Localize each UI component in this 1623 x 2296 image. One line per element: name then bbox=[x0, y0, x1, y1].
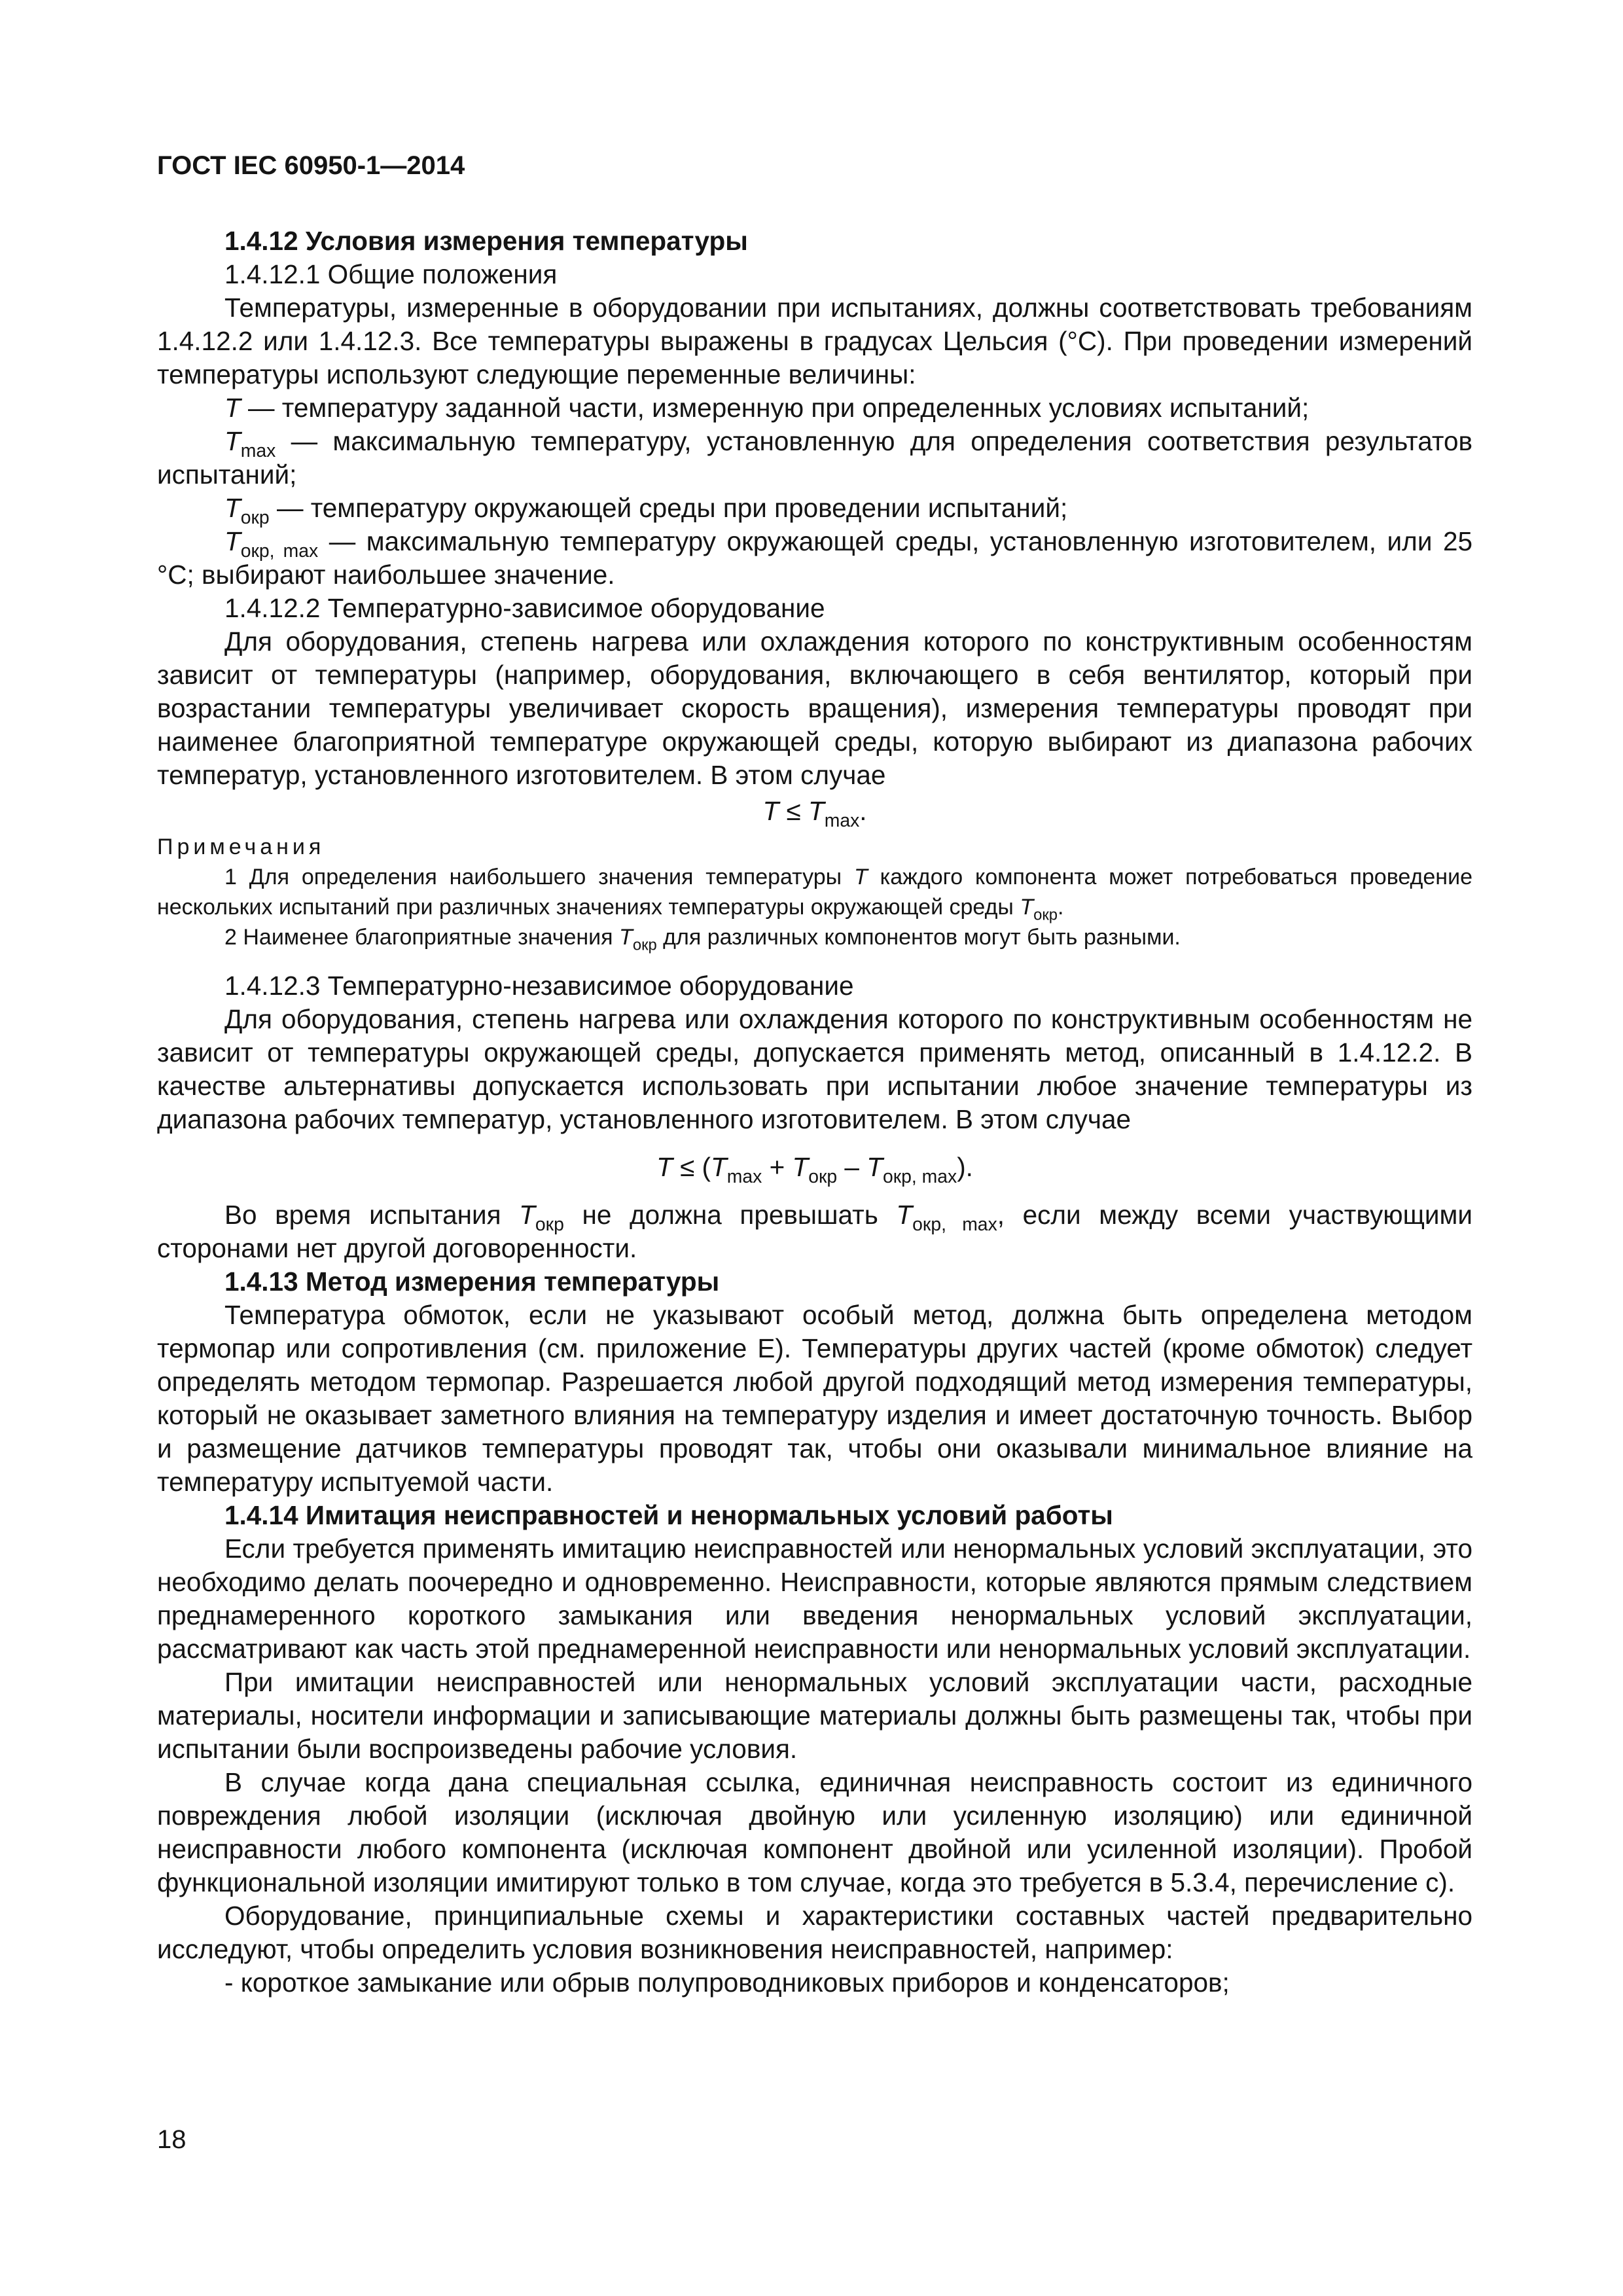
paragraph-fault-simulation-3: В случае когда дана специальная ссылка, единичная неисправность состоит из единичного повреждения любой изоляции (исключая двойную или усиленную изоляцию) или единичной неисправности любого компонента (исключая компонент двойной или усиленной изоляции). Пробой функциональной изоляции имитируют только в том случае, когда это требуется в 5.3.4, перечисление c). bbox=[157, 1767, 1472, 1897]
formula-1: $T \le T_{max}$. bbox=[762, 796, 867, 831]
section-title-1-4-13: 1.4.13 Метод измерения температуры bbox=[224, 1266, 720, 1297]
subsection-title-1-4-12-3: 1.4.12.3 Температурно-независимое оборудование bbox=[224, 971, 854, 1001]
standard-header: ГОСТ IEC 60950-1—2014 bbox=[157, 151, 465, 180]
variable-t: T — температуру заданной части, измеренную при определенных условиях испытаний; bbox=[224, 393, 1310, 423]
variable-tokr: $T_{окр}$ — температуру окружающей среды при проведении испытаний; bbox=[224, 493, 1068, 528]
variable-tmax: $T_{max}$ — максимальную температуру, установленную для определения соответствия результатов испытаний; bbox=[157, 426, 1472, 490]
paragraph-temperature-independent: Для оборудования, степень нагрева или охлаждения которого по конструктивным особенностям не зависит от температуры окружающей среды, допускается применять метод, описанный в 1.4.12.2. В качестве альтернативы допускается использовать при испытании любое значение температуры из диапазона рабочих температур, установленного изготовителем. В этом случае bbox=[157, 1004, 1472, 1134]
paragraph-during-test: Во время испытания $T_{окр}$ не должна превышать $T_{окр, max}$, если между всеми участвующими сторонами нет другой договоренности. bbox=[157, 1200, 1472, 1263]
subsection-title-1-4-12-1: 1.4.12.1 Общие положения bbox=[224, 259, 558, 289]
paragraph-measurement-method: Температура обмоток, если не указывают особый метод, должна быть определена методом термопар или сопротивления (см. приложение E). Температуры других частей (кроме обмоток) следует определять методом термопар. Разрешается любой другой подходящий метод измерения температуры, который не оказывает заметного влияния на температуру изделия и имеет достаточную точность. Выбор и размещение датчиков температуры проводят так, чтобы они оказывали минимальное влияние на температуру испытуемой части. bbox=[157, 1300, 1472, 1497]
section-title-1-4-12: 1.4.12 Условия измерения температуры bbox=[224, 226, 748, 256]
variable-tokr-max: $T_{окр, max}$ — максимальную температуру окружающей среды, установленную изготовителем, или 25 °C; выбирают наибольшее значение. bbox=[157, 526, 1472, 590]
paragraph-intro: Температуры, измеренные в оборудовании при испытаниях, должны соответствовать требованиям 1.4.12.2 или 1.4.12.3. Все температуры выражены в градусах Цельсия (°C). При проведении измерений температуры используют следующие переменные величины: bbox=[157, 293, 1472, 389]
notes-title: Примечания bbox=[157, 834, 325, 859]
document-body bbox=[157, 224, 1472, 2000]
list-item: - короткое замыкание или обрыв полупроводниковых приборов и конденсаторов; bbox=[224, 1967, 1230, 1998]
paragraph-fault-simulation-2: При имитации неисправностей или ненормальных условий эксплуатации части, расходные материалы, носители информации и записывающие материалы должны быть размещены так, чтобы при испытании были воспроизведены рабочие условия. bbox=[157, 1667, 1472, 1764]
section-title-1-4-14: 1.4.14 Имитация неисправностей и ненормальных условий работы bbox=[224, 1500, 1113, 1530]
subsection-title-1-4-12-2: 1.4.12.2 Температурно-зависимое оборудование bbox=[224, 593, 825, 623]
note-2: 2 Наименее благоприятные значения $T_{окр}$ для различных компонентов могут быть разными. bbox=[224, 925, 1181, 954]
paragraph-temperature-dependent: Для оборудования, степень нагрева или охлаждения которого по конструктивным особенностям зависит от температуры (например, оборудования, включающего в себя вентилятор, который при возрастании температуры увеличивает скорость вращения), измерения температуры проводят при наименее благоприятной температуре окружающей среды, которую выбирают из диапазона рабочих температур, установленного изготовителем. В этом случае bbox=[157, 626, 1472, 790]
formula-2: $T \le (T_{max} + T_{окр} - T_{окр, max})$. bbox=[656, 1152, 973, 1187]
paragraph-fault-simulation-1: Если требуется применять имитацию неисправностей или ненормальных условий эксплуатации, это необходимо делать поочередно и одновременно. Неисправности, которые являются прямым следствием преднамеренного короткого замыкания или введения ненормальных условий эксплуатации, рассматривают как часть этой преднамеренной неисправности или ненормальных условий эксплуатации. bbox=[157, 1534, 1472, 1664]
page-number: 18 bbox=[157, 2125, 187, 2154]
paragraph-fault-simulation-4: Оборудование, принципиальные схемы и характеристики составных частей предварительно исследуют, чтобы определить условия возникновения неисправностей, например: bbox=[157, 1901, 1472, 1964]
note-1: 1 Для определения наибольшего значения температуры T каждого компонента может потребоваться проведение нескольких испытаний при различных значениях температуры окружающей среды $T_{окр}$. bbox=[157, 865, 1472, 924]
